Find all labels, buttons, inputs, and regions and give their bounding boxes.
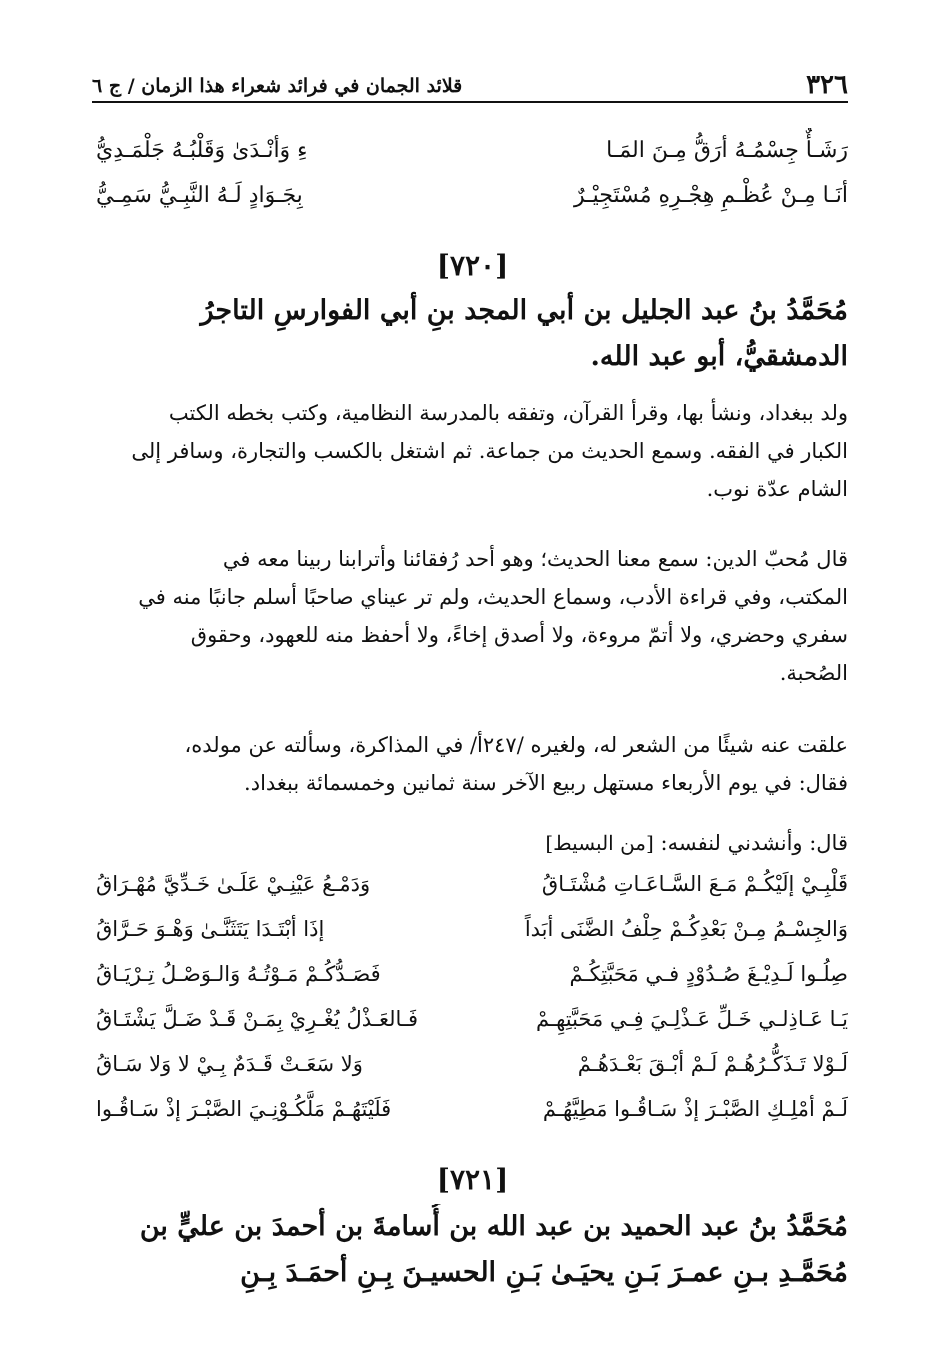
entry-number: [٧٢٠]: [436, 249, 509, 282]
top-verses: [96, 128, 848, 218]
entry-title: [140, 288, 848, 380]
paragraph-birthdate: [96, 726, 848, 802]
verse-hemistich-second: وَدَمْـعُ عَيْنِـيْ عَلَـىٰ خَـدِّيَّ مُهْـرَاقُ: [96, 872, 371, 896]
verse-line: [96, 1042, 848, 1087]
paragraph-line: الشام عدّة نوب.: [706, 477, 848, 501]
poem: [96, 862, 848, 1132]
verse-hemistich-second: فَصَـدُّكُـمْ مَـوْتُـهُ وَالـوَصْـلُ تِـرْيَـاقُ: [96, 962, 381, 986]
header-rule: [92, 101, 848, 103]
paragraph-line: المكتب، وفي قراءة الأدب، وسماع الحديث، ولم تر عيناي صاحبًا أسلم جانبًا منه في: [138, 585, 848, 609]
verse-hemistich-first: أنَـا مِـنْ عُظْـمِ هِجْـرِهِ مُسْتَجِيْـرٌ: [574, 183, 848, 208]
verse-hemistich-second: إذَا أبْتَـدَا يَتَثَنَّـىٰ وَهْـوَ حَـرَّاقُ: [96, 917, 325, 941]
paragraph-line: قال مُحبّ الدين: سمع معنا الحديث؛ وهو أحد رُفقائنا وأترابنا ربينا معه في: [222, 547, 848, 571]
poem-intro: [440, 824, 848, 862]
verse-hemistich-first: وَالجِسْـمُ مِـنْ بَعْدِكُـمْ حِلْفُ الضَّنَى أبَداً: [524, 917, 848, 941]
paragraph-line: علقت عنه شيئًا من الشعر له، ولغيره /٢٤٧أ/ في المذاكرة، وسألته عن مولده،: [184, 733, 848, 757]
verse-hemistich-second: فَلَيْتَهُـمْ مَلَّكُـوْنِـيَ الصَّبْـرَ إذْ سَـاقُـوا: [96, 1097, 392, 1121]
verse-hemistich-first: لَـوْلا تَـذَكُّـرُهُـمْ لَـمْ أبْـقَ بَعْـدَهُـمْ: [577, 1052, 848, 1076]
verse-hemistich-first: صِلُـوا لَـدِيْـغَ صُـدُوْدٍ فـي مَحَبَّتِكُـمْ: [569, 962, 848, 986]
entry-title-line: مُحَمَّدُ بنُ عبد الجليل بن أبي المجد بنِ أبي الفوارسِ التاجرُ: [200, 295, 848, 326]
verse-line: [96, 907, 848, 952]
verse-hemistich-second: فَـالعَـذْلُ يُغْـرِيْ بِمَـنْ قَـدْ ضَـلَّ يَشْتَـاقُ: [96, 1007, 419, 1031]
page-header: [92, 66, 848, 100]
entry-title-line: مُحَمَّدُ بنُ عبد الحميد بن عبد الله بن أُسامةَ بن أحمدَ بن عليٍّ بن: [139, 1211, 848, 1242]
page-number: ٣٢٦: [806, 70, 848, 100]
poem-meter: [من البسيط]: [545, 831, 654, 855]
verse-hemistich-first: يَـا عَـاذِلـي خَـلِّ عَـذْلِـيَ فِـي مَحَبَّتِهِـمْ: [535, 1007, 848, 1031]
paragraph-line: سفري وحضري، ولا أتمّ مروءة، ولا أصدق إخاءً، ولا أحفظ منه للعهود، وحقوق: [190, 623, 848, 647]
paragraph-line: الكبار في الفقه. وسمع الحديث من جماعة. ثم اشتغل بالكسب والتجارة، وسافر إلى: [131, 439, 848, 463]
verse-hemistich-second: بِجَـوَادٍ لَـهُ النَّبِـيُّ سَمِـيُّ: [96, 183, 303, 208]
entry-title-line: مُحَمَّـدِ بـنِ عمـرَ بَـنِ يحيَـىٰ بَـنِ الحسيـنَ بِـنِ أحمَـدَ بِـنِ: [240, 1257, 848, 1288]
paragraph-birth: [96, 394, 848, 508]
verse-hemistich-first: لَـمْ أمْلِـكِ الصَّبْـرَ إذْ سَـاقُـوا مَطِيَّهُـمْ: [542, 1097, 848, 1121]
verse-hemistich-second: وَلا سَعَـتْ قَـدَمٌ بِـيْ لا وَلا سَـاقُ: [96, 1052, 363, 1076]
paragraph-line: ولد ببغداد، ونشأ بها، وقرأ القرآن، وتفقه بالمدرسة النظامية، وكتب بخطه الكتب: [168, 401, 848, 425]
paragraph-line: فقال: في يوم الأربعاء مستهل ربيع الآخر سنة ثمانين وخمسمائة ببغداد.: [244, 771, 848, 795]
entry-number: [٧٢١]: [436, 1163, 509, 1196]
verse-line: [96, 1087, 848, 1132]
verse-line: [96, 997, 848, 1042]
running-title: قلائد الجمان في فرائد شعراء هذا الزمان / ج ٦: [92, 75, 463, 97]
verse-line: [96, 173, 848, 218]
verse-line: [96, 862, 848, 907]
entry-title: [96, 1204, 848, 1296]
verse-hemistich-first: قَلْبِـيْ إلَيْكُـمْ مَـعَ السَّـاعَـاتِ مُشْتَـاقُ: [541, 872, 848, 896]
verse-hemistich-first: رَشَـأٌ جِسْمُـهُ أرَقُّ مِـنَ المَـا: [606, 138, 848, 163]
paragraph-testimony: [96, 540, 848, 692]
poem-intro-text: قال: وأنشدني لنفسه:: [660, 831, 848, 855]
entry-title-line: الدمشقيُّ، أبو عبد الله.: [590, 341, 848, 372]
paragraph-line: الصُحبة.: [779, 661, 848, 685]
verse-line: [96, 952, 848, 997]
verse-hemistich-second: ءِ وَأنْـدَىٰ وَقَلْبُـهُ جَلْمَـدِيُّ: [96, 138, 308, 163]
verse-line: [96, 128, 848, 173]
